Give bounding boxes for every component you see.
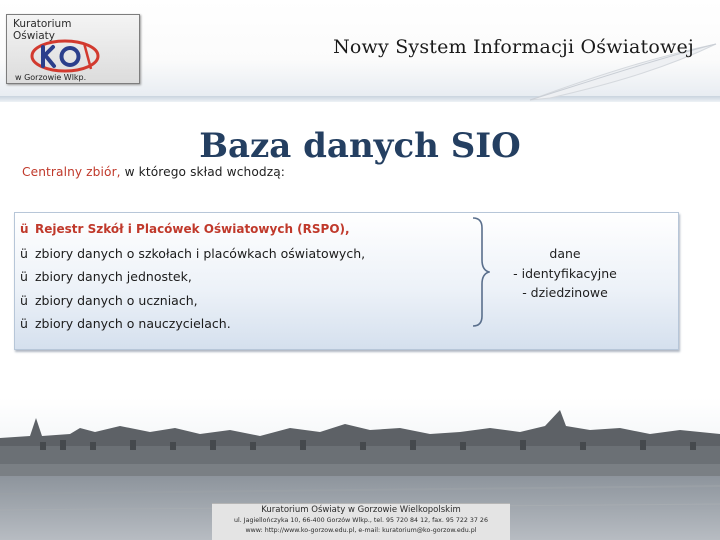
logo-line2: Oświaty bbox=[13, 30, 56, 42]
note-line-dane: dane bbox=[549, 246, 581, 261]
checkmark-icon: ü bbox=[20, 222, 29, 236]
data-types-note bbox=[500, 244, 630, 303]
list-item bbox=[20, 265, 365, 289]
list-item bbox=[20, 312, 365, 336]
ko-emblem-icon bbox=[29, 37, 101, 75]
list-item-label: zbiory danych o nauczycielach. bbox=[35, 316, 231, 331]
checkmark-icon: ü bbox=[20, 269, 28, 284]
system-title: Nowy System Informacji Oświatowej bbox=[333, 36, 694, 58]
intro-highlight: Centralny zbiór, bbox=[22, 165, 121, 179]
data-sets-list bbox=[20, 218, 365, 336]
kuratorium-logo bbox=[6, 14, 140, 84]
list-item-label: zbiory danych o uczniach, bbox=[35, 292, 198, 308]
footer-web-contact: www: http://www.ko-gorzow.edu.pl, e-mail: kuratorium@ko-gorzow.edu.pl bbox=[245, 527, 477, 534]
checkmark-icon: ü bbox=[20, 245, 28, 261]
intro-rest: w którego skład wchodzą: bbox=[120, 165, 285, 179]
logo-line3: w Gorzowie Wlkp. bbox=[15, 73, 87, 82]
curly-brace-icon bbox=[470, 216, 490, 328]
footer-institution-name: Kuratorium Oświaty w Gorzowie Wielkopolskim bbox=[261, 505, 461, 515]
list-item-label: Rejestr Szkół i Placówek Oświatowych (RSPO), bbox=[35, 222, 350, 236]
intro-text bbox=[22, 165, 285, 179]
list-item-label: zbiory danych jednostek, bbox=[35, 269, 192, 284]
note-line-identyfikacyjne: - identyfikacyjne bbox=[513, 265, 617, 281]
list-item-label: zbiory danych o szkołach i placówkach oświatowych, bbox=[35, 245, 366, 261]
logo-line1: Kuratorium bbox=[13, 18, 72, 30]
footer-address: ul. Jagiellończyka 10, 66-400 Gorzów Wlkp., tel. 95 720 84 12, fax. 95 722 37 26 bbox=[234, 517, 488, 524]
list-item bbox=[20, 289, 365, 313]
slide-title: Baza danych SIO bbox=[199, 126, 521, 166]
footer-contact-card bbox=[212, 503, 510, 540]
checkmark-icon: ü bbox=[20, 316, 28, 331]
list-item bbox=[20, 218, 365, 242]
note-line-dziedzinowe: - dziedzinowe bbox=[522, 285, 608, 300]
checkmark-icon: ü bbox=[20, 292, 28, 308]
list-item bbox=[20, 242, 365, 266]
